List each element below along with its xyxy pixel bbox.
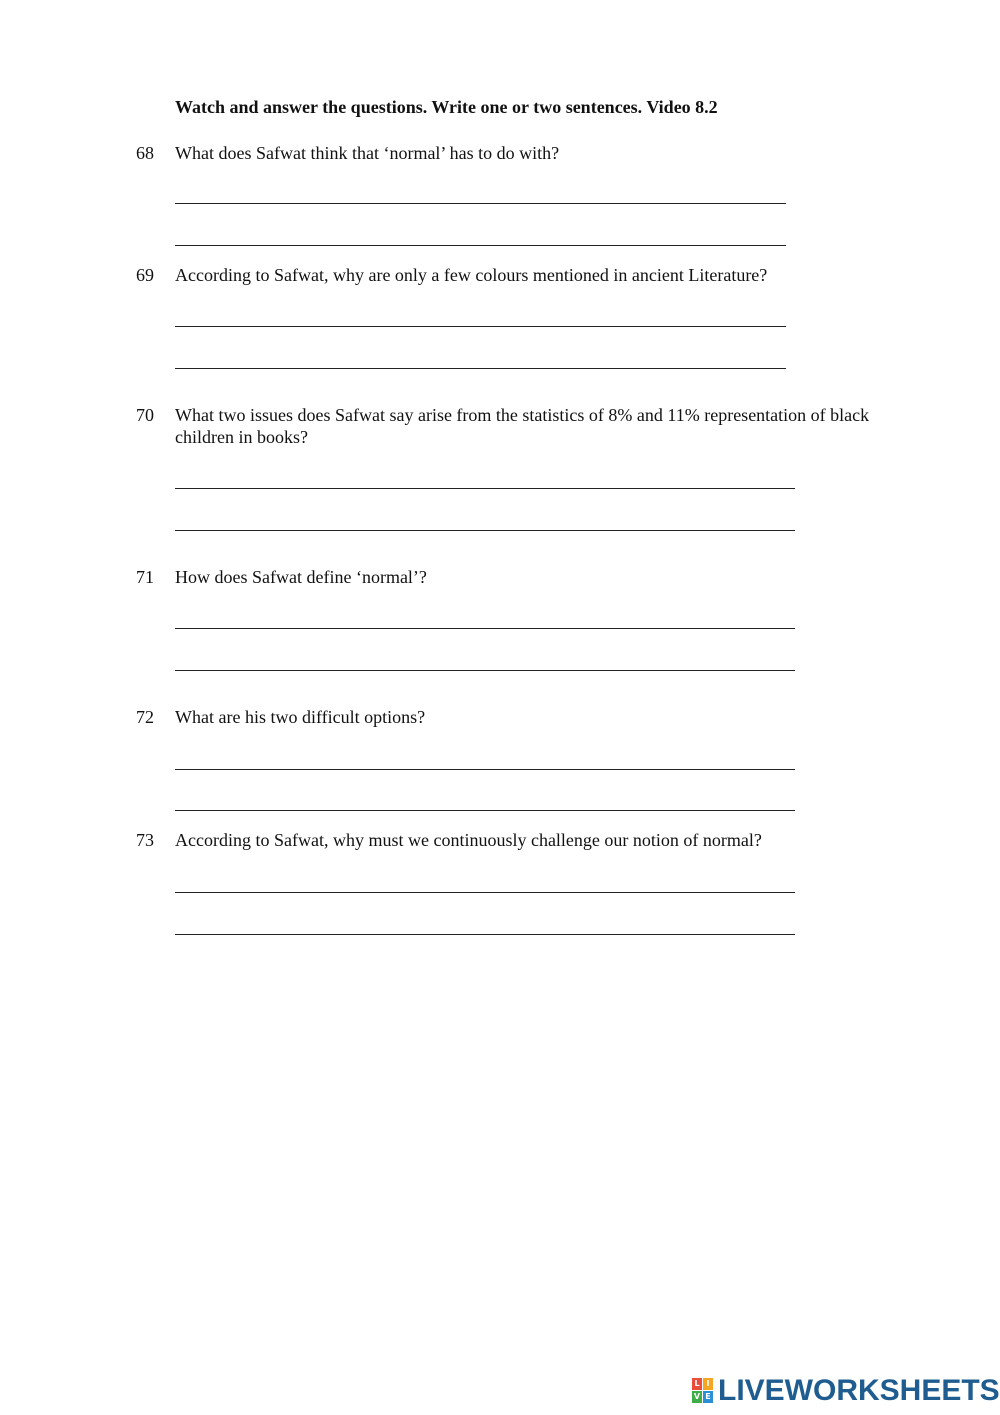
question-text: What are his two difficult options? (175, 707, 426, 727)
question-number: 68 (136, 143, 154, 163)
question-number: 71 (136, 567, 154, 587)
question-text: According to Safwat, why must we continuously challenge our notion of normal? (175, 830, 762, 850)
answer-line[interactable] (175, 628, 795, 629)
answer-line[interactable] (175, 368, 786, 369)
logo-mark-letter: I (703, 1378, 713, 1390)
answer-line[interactable] (175, 934, 795, 935)
answer-line[interactable] (175, 245, 786, 246)
answer-line[interactable] (175, 810, 795, 811)
answer-line[interactable] (175, 892, 795, 893)
answer-line[interactable] (175, 488, 795, 489)
question-number: 73 (136, 830, 154, 850)
logo-mark-icon (692, 1378, 714, 1404)
logo-mark-letter: V (693, 1392, 701, 1401)
answer-line[interactable] (175, 670, 795, 671)
question-number: 69 (136, 265, 154, 285)
answer-line[interactable] (175, 530, 795, 531)
question-text: According to Safwat, why are only a few colours mentioned in ancient Literature? (175, 265, 768, 285)
answer-line[interactable] (175, 769, 795, 770)
question-number: 70 (136, 405, 154, 425)
logo-mark-letter: E (703, 1391, 713, 1403)
question-text: How does Safwat define ‘normal’? (175, 567, 427, 587)
liveworksheets-logo (692, 1376, 1000, 1406)
question-number: 72 (136, 707, 154, 727)
answer-line[interactable] (175, 203, 786, 204)
answer-line[interactable] (175, 326, 786, 327)
logo-mark-letter: L (692, 1378, 702, 1390)
instruction-heading: Watch and answer the questions. Write one or two sentences. Video 8.2 (175, 97, 718, 117)
question-text: What two issues does Safwat say arise from the statistics of 8% and 11% representation of black children in books? (175, 405, 870, 447)
logo-text: LIVEWORKSHEETS (718, 1374, 1000, 1407)
question-text: What does Safwat think that ‘normal’ has to do with? (175, 143, 560, 163)
